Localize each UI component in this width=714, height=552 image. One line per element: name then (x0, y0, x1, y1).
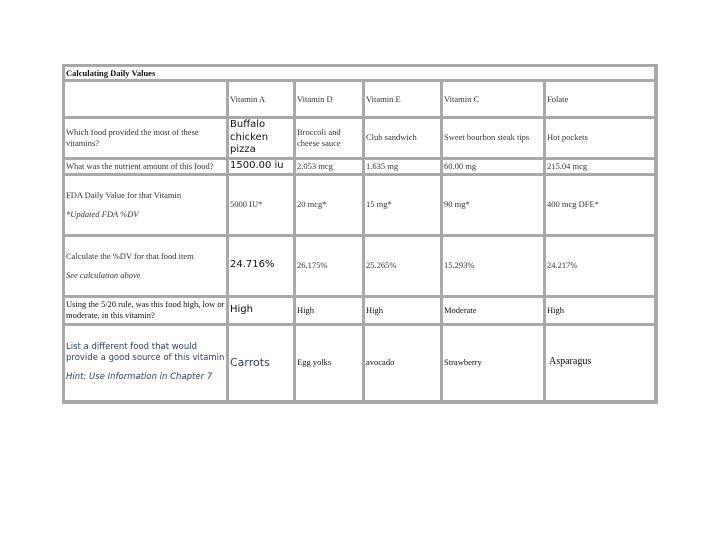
cell-alt-vitamin-e: avocado (364, 325, 442, 402)
question-calc-cell (64, 236, 228, 297)
cell-fda-vitamin-c: 90 mg* (442, 175, 545, 236)
cell-calc-vitamin-e: 25.265% (364, 236, 442, 297)
cell-food-vitamin-e: Club sandwich (364, 118, 442, 159)
cell-amount-folate: 215.04 mcg (545, 159, 656, 175)
cell-food-folate: Hot pockets (545, 118, 656, 159)
table-row-amount (64, 159, 656, 175)
note-alt: Hint: Use Information in Chapter 7 (66, 372, 213, 383)
question-fda: FDA Daily Value for that Vitamin (66, 189, 182, 200)
table-row-rule (64, 297, 656, 325)
question-alt-cell (64, 325, 228, 402)
cell-amount-vitamin-c: 60.00 mg (442, 159, 545, 175)
cell-amount-vitamin-e: 1.635 mg (364, 159, 442, 175)
cell-alt-vitamin-d: Egg yolks (295, 325, 364, 402)
question-food: Which food provided the most of these vitamins? (64, 118, 228, 159)
cell-calc-folate: 24.217% (545, 236, 656, 297)
cell-food-vitamin-d: Broccoli and cheese sauce (295, 118, 364, 159)
daily-values-worksheet (62, 64, 654, 404)
header-folate: Folate (545, 81, 656, 118)
question-fda-cell (64, 175, 228, 236)
daily-values-table (62, 64, 658, 404)
table-title-row (64, 66, 656, 81)
table-row-food (64, 118, 656, 159)
cell-calc-vitamin-c: 15.293% (442, 236, 545, 297)
table-title: Calculating Daily Values (64, 66, 656, 81)
cell-food-vitamin-c: Sweet bourbon steak tips (442, 118, 545, 159)
cell-amount-vitamin-d: 2.053 mcg (295, 159, 364, 175)
cell-fda-vitamin-d: 20 mcg* (295, 175, 364, 236)
header-empty-cell (64, 81, 228, 118)
question-rule: Using the 5/20 rule, was this food high, low or moderate, in this vitamin? (64, 297, 228, 325)
cell-amount-vitamin-a: 1500.00 iu (228, 159, 295, 175)
cell-alt-vitamin-c: Strawberry (442, 325, 545, 402)
cell-calc-vitamin-d: 26.175% (295, 236, 364, 297)
header-vitamin-e: Vitamin E (364, 81, 442, 118)
cell-rule-vitamin-a: High (228, 297, 295, 325)
question-amount: What was the nutrient amount of this food? (64, 159, 228, 175)
question-calc: Calculate the %DV for that food item (66, 250, 194, 261)
header-vitamin-d: Vitamin D (295, 81, 364, 118)
cell-alt-vitamin-a: Carrots (228, 325, 295, 402)
note-calc: See calculation above (66, 269, 141, 280)
cell-food-vitamin-a: Buffalo chicken pizza (228, 118, 295, 159)
cell-rule-folate: High (545, 297, 656, 325)
cell-fda-folate: 400 mcg DFE* (545, 175, 656, 236)
cell-rule-vitamin-e: High (364, 297, 442, 325)
cell-rule-vitamin-c: Moderate (442, 297, 545, 325)
note-fda: *Updated FDA %DV (66, 208, 139, 219)
cell-fda-vitamin-a: 5000 IU* (228, 175, 295, 236)
table-row-alternative (64, 325, 656, 402)
cell-calc-vitamin-a: 24.716% (228, 236, 295, 297)
header-vitamin-a: Vitamin A (228, 81, 295, 118)
cell-fda-vitamin-e: 15 mg* (364, 175, 442, 236)
table-row-fda (64, 175, 656, 236)
question-alt: List a different food that would provide a good source of this vitamin (66, 342, 225, 363)
cell-alt-folate: Asparagus (545, 325, 656, 402)
table-row-calc (64, 236, 656, 297)
header-row (64, 81, 656, 118)
header-vitamin-c: Vitamin C (442, 81, 545, 118)
cell-rule-vitamin-d: High (295, 297, 364, 325)
